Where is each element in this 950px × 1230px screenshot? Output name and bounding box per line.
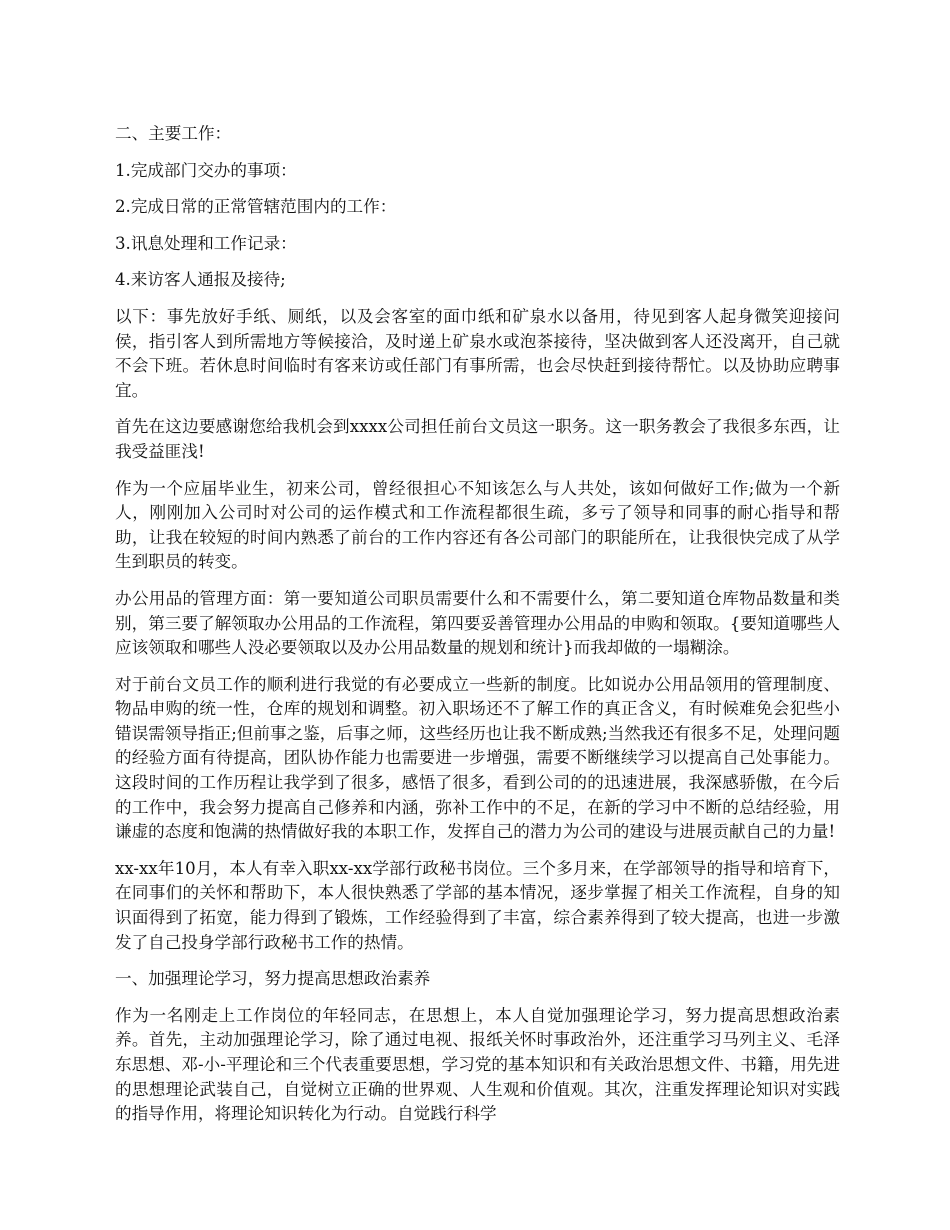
paragraph-theory-study: 作为一名刚走上工作岗位的年轻同志，在思想上，本人自觉加强理论学习，努力提高思想政治素养。首先，主动加强理论学习，除了通过电视、报纸关怀时事政治外，还注重学习马列主义、毛泽东思想、邓-小-平理论和三个代表重要思想，学习党的基本知识和有关政治思想文件、书籍，用先进的思想理论武装自己，自觉树立正确的世界观、人生观和价值观。其次，注重发挥理论知识对实践的指导作用，将理论知识转化为行动。自觉践行科学 (115, 1005, 840, 1124)
document-body (115, 122, 840, 1139)
list-item-4: 4.来访客人通报及接待; (115, 270, 286, 290)
list-item-1: 1.完成部门交办的事项： (115, 160, 297, 180)
paragraph-reception-details: 以下：事先放好手纸、厕纸，以及会客室的面巾纸和矿泉水以备用，待见到客人起身微笑迎接问侯，指引客人到所需地方等候接洽，及时递上矿泉水或泡茶接待，坚决做到客人还没离开，自己就不会下班。若休息时间临时有客来访或任部门有事所需，也会尽快赶到接待帮忙。以及协助应聘事宜。 (115, 306, 840, 400)
section-heading-main-work: 二、主要工作： (115, 124, 232, 143)
paragraph-office-supplies: 办公用品的管理方面：第一要知道公司职员需要什么和不需要什么，第二要知道仓库物品数量和类别，第三要了解领取办公用品的工作流程，第四要妥善管理办公用品的申购和领取。{要知道哪些人应该领取和哪些人没必要领取以及办公用品数量的规划和统计}而我却做的一塌糊涂。 (115, 588, 840, 658)
list-item-2: 2.完成日常的正常管辖范围内的工作： (115, 197, 397, 217)
paragraph-thanks: 首先在这边要感谢您给我机会到xxxx公司担任前台文员这一职务。这一职务教会了我很多东西，让我受益匪浅! (115, 417, 840, 461)
paragraph-secretary-intro: xx-xx年10月，本人有幸入职xx-xx学部行政秘书岗位。三个多月来，在学部领导的指导和培育下，在同事们的关怀和帮助下，本人很快熟悉了学部的基本情况，逐步掌握了相关工作流程，自身的知识面得到了拓宽，能力得到了锻炼，工作经验得到了丰富，综合素养得到了较大提高，也进一步激发了自己投身学部行政秘书工作的热情。 (115, 858, 840, 952)
list-item-3: 3.讯息处理和工作记录： (115, 233, 297, 253)
paragraph-new-graduate: 作为一个应届毕业生，初来公司，曾经很担心不知该怎么与人共处，该如何做好工作;做为一个新人，刚刚加入公司时对公司的运作模式和工作流程都很生疏，多亏了领导和同事的耐心指导和帮助，让我在较短的时间内熟悉了前台的工作内容还有各公司部门的职能所在，让我很快完成了从学生到职员的转变。 (115, 478, 840, 572)
section-heading-theory-study: 一、加强理论学习，努力提高思想政治素养 (115, 969, 431, 989)
paragraph-front-desk-system: 对于前台文员工作的顺利进行我觉的有必要成立一些新的制度。比如说办公用品领用的管理制度、物品申购的统一性，仓库的规划和调整。初入职场还不了解工作的真正含义，有时候难免会犯些小错误需领导指正;但前事之鉴，后事之师，这些经历也让我不断成熟;当然我还有很多不足，处理问题的经验方面有待提高，团队协作能力也需要进一步增强，需要不断继续学习以提高自己处事能力。这段时间的工作历程让我学到了很多，感悟了很多，看到公司的的迅速进展，我深感骄傲，在今后的工作中，我会努力提高自己修养和内涵，弥补工作中的不足，在新的学习中不断的总结经验，用谦虚的态度和饱满的热情做好我的本职工作，发挥自己的潜力为公司的建设与进展贡献自己的力量! (115, 674, 840, 842)
